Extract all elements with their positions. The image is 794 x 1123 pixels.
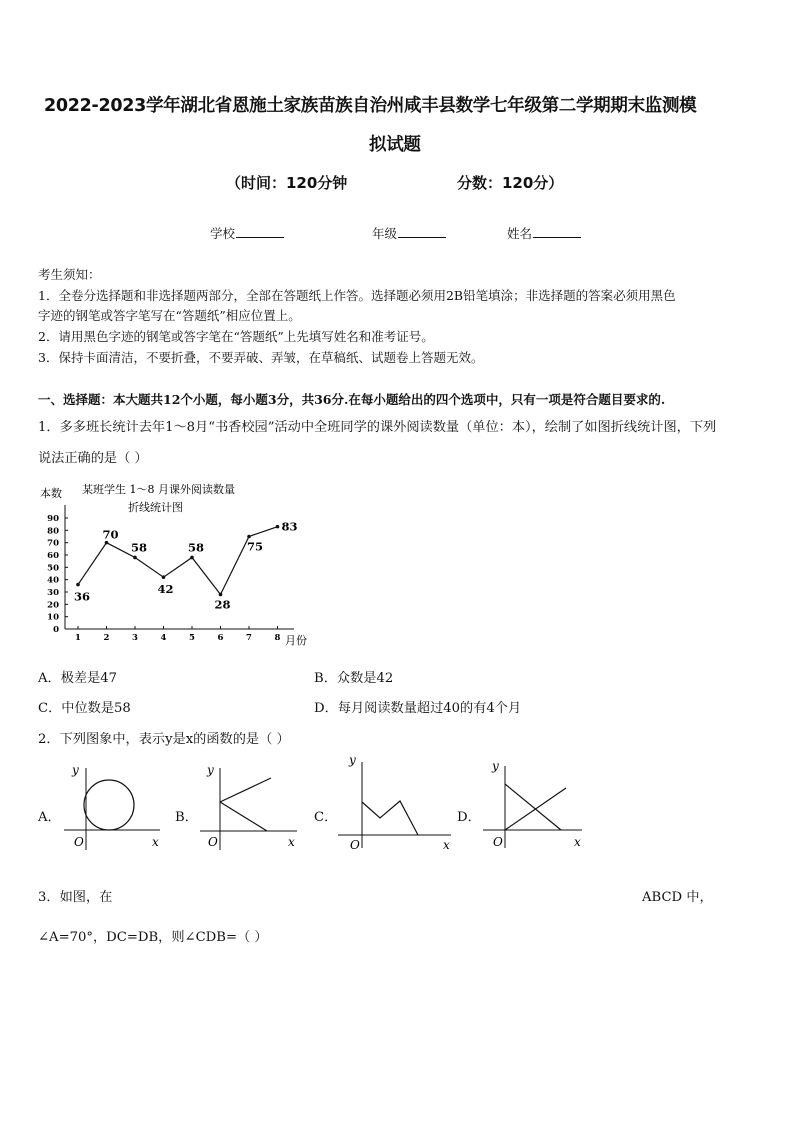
x-tick-label: 6: [217, 633, 224, 643]
q1-option-c[interactable]: C．中位数是58: [38, 701, 131, 716]
q2-option-c-label[interactable]: C．: [314, 810, 338, 825]
svg-text:O: O: [74, 835, 84, 849]
svg-text:x: x: [288, 835, 295, 849]
x-tick-label: 3: [132, 633, 138, 643]
section-heading: 一、选择题：本大题共12个小题，每小题3分，共36分.在每小题给出的四个选项中，只有一项是符合题目要求的.: [38, 392, 666, 407]
svg-text:x: x: [574, 835, 581, 849]
svg-text:y: y: [492, 759, 499, 773]
q3-stem-cont: ABCD 中，: [642, 890, 713, 905]
data-point: [219, 593, 223, 597]
x-tick-label: 4: [160, 633, 167, 643]
q2-graph-d: [478, 758, 588, 853]
name-field[interactable]: [507, 224, 581, 242]
grade-field[interactable]: [372, 224, 446, 242]
svg-text:O: O: [493, 835, 503, 849]
svg-text:x: x: [443, 838, 450, 852]
svg-text:y: y: [72, 763, 79, 777]
page-title-cont: 拟试题: [369, 135, 421, 155]
data-label: 42: [157, 582, 174, 597]
q2-stem: 2．下列图象中，表示y是x的函数的是（ ）: [38, 732, 290, 747]
school-field[interactable]: [210, 224, 284, 242]
q3-condition: ∠A=70°，DC=DB，则∠CDB=（ ）: [38, 930, 268, 945]
q2-graph-a: [58, 760, 168, 855]
svg-text:y: y: [349, 753, 356, 767]
data-point: [190, 556, 194, 560]
x-tick-label: 8: [274, 633, 281, 643]
data-label: 70: [102, 527, 119, 542]
y-tick-label: 60: [47, 551, 59, 561]
q1-line-chart: [28, 478, 318, 648]
svg-text:y: y: [207, 763, 214, 777]
svg-text:x: x: [152, 835, 159, 849]
x-tick-label: 5: [189, 633, 195, 643]
data-label: 58: [131, 540, 148, 555]
q1-option-d[interactable]: D．每月阅读数量超过40的有4个月: [314, 701, 522, 716]
chart-subtitle: 折线统计图: [128, 501, 183, 514]
exam-score: 分数：120分）: [457, 174, 564, 192]
x-tick-label: 1: [75, 633, 81, 643]
x-tick-label: 2: [103, 633, 110, 643]
data-label: 28: [214, 597, 231, 612]
svg-text:O: O: [208, 835, 218, 849]
chart-xlabel: 月份: [285, 634, 307, 647]
q2-option-d-label[interactable]: D．: [457, 810, 481, 825]
page-title: 2022-2023学年湖北省恩施土家族苗族自治州咸丰县数学七年级第二学期期末监测模: [44, 96, 697, 116]
svg-text:O: O: [350, 838, 360, 852]
q1-option-a[interactable]: A．极差是47: [38, 671, 118, 686]
y-tick-label: 40: [47, 575, 59, 586]
q2-option-a-label[interactable]: A．: [38, 810, 61, 825]
q1-stem-cont: 说法正确的是（ ）: [38, 451, 148, 466]
q3-stem: 3．如图，在: [38, 890, 113, 905]
school-blank[interactable]: [236, 225, 284, 238]
q2-option-b-label[interactable]: B．: [175, 810, 198, 825]
notice-heading: 考生须知：: [38, 267, 101, 282]
exam-time: （时间：120分钟: [226, 174, 348, 192]
grade-label: 年级: [372, 226, 398, 241]
q2-graph-b: [195, 760, 305, 855]
data-label: 83: [281, 519, 298, 534]
notice-item: 字迹的钢笔或答字笔写在“答题纸”相应位置上。: [38, 308, 301, 323]
y-tick-label: 30: [47, 588, 59, 598]
y-tick-label: 80: [47, 526, 59, 537]
data-label: 58: [188, 540, 205, 555]
x-tick-label: 7: [246, 633, 252, 643]
data-label: 75: [247, 539, 264, 554]
school-label: 学校: [210, 226, 236, 241]
q1-stem: 1．多多班长统计去年1～8月“书香校园”活动中全班同学的课外阅读数量（单位：本），绘制了如图折线统计图，下列: [38, 420, 717, 435]
y-tick-label: 70: [47, 538, 59, 549]
y-tick-label: 50: [47, 563, 59, 574]
y-tick-label: 20: [47, 600, 59, 611]
data-point: [276, 525, 280, 529]
chart-ylabel: 本数: [40, 487, 62, 500]
notice-item: 3．保持卡面清洁，不要折叠，不要弄破、弄皱，在草稿纸、试题卷上答题无效。: [38, 350, 484, 365]
y-tick-label: 10: [47, 612, 59, 623]
y-tick-label: 0: [53, 625, 59, 635]
q1-option-b[interactable]: B．众数是42: [314, 671, 394, 686]
data-point: [76, 583, 80, 587]
notice-item: 2．请用黑色字迹的钢笔或答字笔在“答题纸”上先填写姓名和准考证号。: [38, 329, 434, 344]
data-label: 36: [74, 589, 91, 604]
data-point: [247, 535, 251, 539]
data-point: [133, 556, 137, 560]
notice-item: 1．全卷分选择题和非选择题两部分，全部在答题纸上作答。选择题必须用2B铅笔填涂；非选择题的答案必须用黑色: [38, 288, 676, 303]
chart-title: 某班学生 1～8 月课外阅读数量: [82, 483, 235, 496]
data-point: [162, 575, 166, 579]
name-blank[interactable]: [533, 225, 581, 238]
name-label: 姓名: [507, 226, 533, 241]
grade-blank[interactable]: [398, 225, 446, 238]
q2-graph-c: [333, 752, 458, 852]
y-tick-label: 90: [47, 514, 59, 524]
